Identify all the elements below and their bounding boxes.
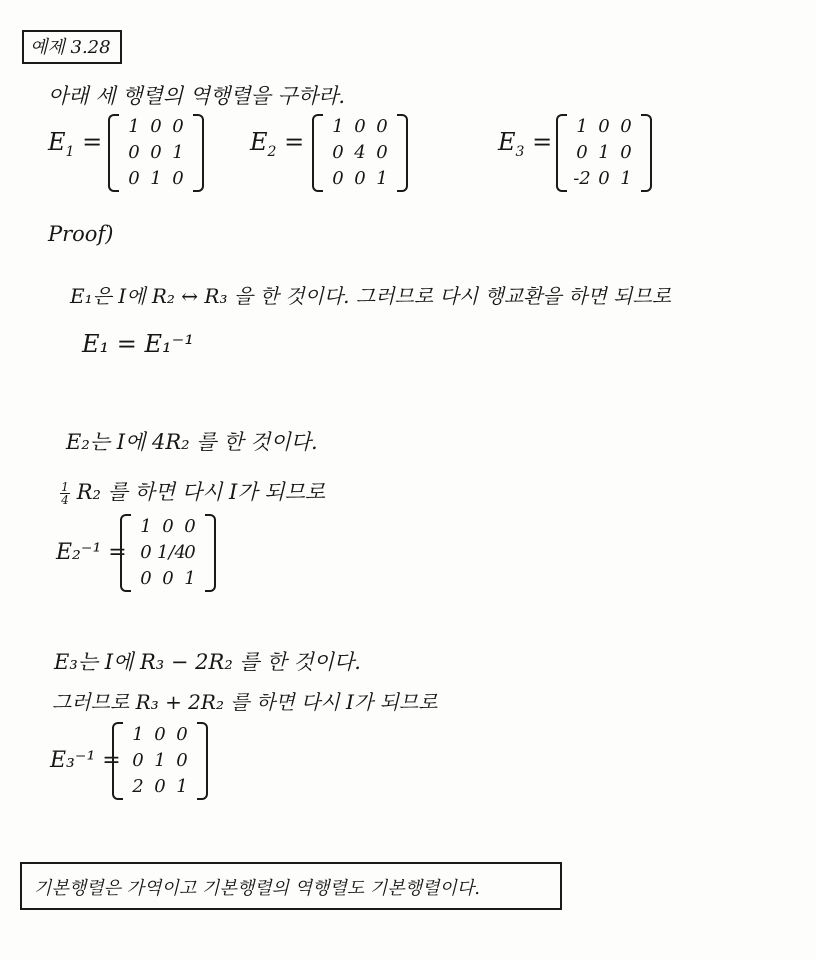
matrix-e2-cell-2-2: 1 [376, 168, 388, 189]
e3-inverse-cell-2-2: 1 [176, 776, 188, 797]
proof-label: Proof) [48, 222, 114, 246]
matrix-e2-cell-2-0: 0 [332, 168, 344, 189]
example-number-label: 예제 3.28 [30, 37, 111, 58]
matrix-e3-cell-0-1: 0 [598, 116, 610, 137]
e3-inverse-cell-1-0: 0 [132, 750, 144, 771]
problem-statement: 아래 세 행렬의 역행렬을 구하라. [48, 84, 346, 108]
e2-explanation-line1: E₂는 I에 4R₂ 를 한 것이다. [66, 430, 318, 454]
e3-inverse-cell-2-1: 0 [154, 776, 166, 797]
matrix-e2-cell-0-2: 0 [376, 116, 388, 137]
e2-inverse-cell-0-1: 0 [162, 516, 174, 537]
matrix-e3-cell-0-0: 1 [576, 116, 588, 137]
matrix-e3-label: $E_3$ = [498, 128, 553, 160]
e2-inverse-cell-2-1: 0 [162, 568, 174, 589]
e1-explanation-line2: E₁ = E₁⁻¹ [82, 330, 194, 358]
matrix-e1-cell-2-2: 0 [172, 168, 184, 189]
e3-inverse-matrix [112, 722, 208, 800]
matrix-e2-cell-2-1: 0 [354, 168, 366, 189]
matrix-e2-cell-0-1: 0 [354, 116, 366, 137]
matrix-e2 [312, 114, 408, 192]
e3-inverse-cell-1-2: 0 [176, 750, 188, 771]
e2-inverse-cell-0-0: 1 [140, 516, 152, 537]
matrix-e2-cell-1-1: 4 [354, 142, 366, 163]
matrix-e3-cell-0-2: 0 [620, 116, 632, 137]
matrix-e1-cell-2-0: 0 [128, 168, 140, 189]
e2-inverse-cell-2-0: 0 [140, 568, 152, 589]
e3-inverse-cell-2-0: 2 [132, 776, 144, 797]
matrix-e2-cell-0-0: 1 [332, 116, 344, 137]
e2-fraction: $\frac{1}{4}$ [61, 480, 69, 507]
e2-explanation-line2: $\frac{1}{4}$ R₂ 를 하면 다시 I가 되므로 [61, 480, 326, 507]
matrix-e1-cell-2-1: 1 [150, 168, 162, 189]
e2-inverse-cell-1-0: 0 [140, 542, 152, 563]
matrix-e3 [556, 114, 652, 192]
matrix-e1-cell-0-2: 0 [172, 116, 184, 137]
e2-inverse-cell-0-2: 0 [184, 516, 196, 537]
matrix-e1 [108, 114, 204, 192]
matrix-e3-cell-1-0: 0 [576, 142, 588, 163]
e2-inverse-cell-2-2: 1 [184, 568, 196, 589]
matrix-e1-label: $E_1$ = [48, 128, 103, 160]
e2-inverse-cell-1-1: 1/4 [157, 542, 186, 563]
matrix-e2-label: $E_2$ = [250, 128, 305, 160]
e1-explanation-line1: E₁은 I에 R₂ ↔ R₃ 을 한 것이다. 그러므로 다시 행교환을 하면 되므로 [70, 284, 672, 308]
matrix-e1-cell-1-1: 0 [150, 142, 162, 163]
e3-inverse-cell-1-1: 1 [154, 750, 166, 771]
matrix-e2-cell-1-2: 0 [376, 142, 388, 163]
matrix-e1-cell-0-1: 0 [150, 116, 162, 137]
e3-explanation-line2: 그러므로 R₃ + 2R₂ 를 하면 다시 I가 되므로 [52, 690, 438, 714]
matrix-e2-cell-1-0: 0 [332, 142, 344, 163]
e3-inverse-cell-0-1: 0 [154, 724, 166, 745]
matrix-e3-cell-2-2: 1 [620, 168, 632, 189]
e3-inverse-cell-0-0: 1 [132, 724, 144, 745]
conclusion-text: 기본행렬은 가역이고 기본행렬의 역행렬도 기본행렬이다. [34, 878, 480, 899]
matrix-e1-cell-1-0: 0 [128, 142, 140, 163]
matrix-e1-cell-1-2: 1 [172, 142, 184, 163]
e2-inverse-cell-1-2: 0 [184, 542, 196, 563]
matrix-e3-cell-1-2: 0 [620, 142, 632, 163]
matrix-e3-cell-2-1: 0 [598, 168, 610, 189]
matrix-e3-cell-1-1: 1 [598, 142, 610, 163]
e3-explanation-line1: E₃는 I에 R₃ − 2R₂ 를 한 것이다. [54, 650, 361, 674]
matrix-e3-cell-2-0: -2 [573, 168, 591, 189]
e2-inverse-matrix [120, 514, 216, 592]
e3-inverse-label: E₃⁻¹ = [50, 748, 121, 773]
e2-inverse-label: E₂⁻¹ = [56, 540, 127, 565]
e3-inverse-cell-0-2: 0 [176, 724, 188, 745]
matrix-e1-cell-0-0: 1 [128, 116, 140, 137]
